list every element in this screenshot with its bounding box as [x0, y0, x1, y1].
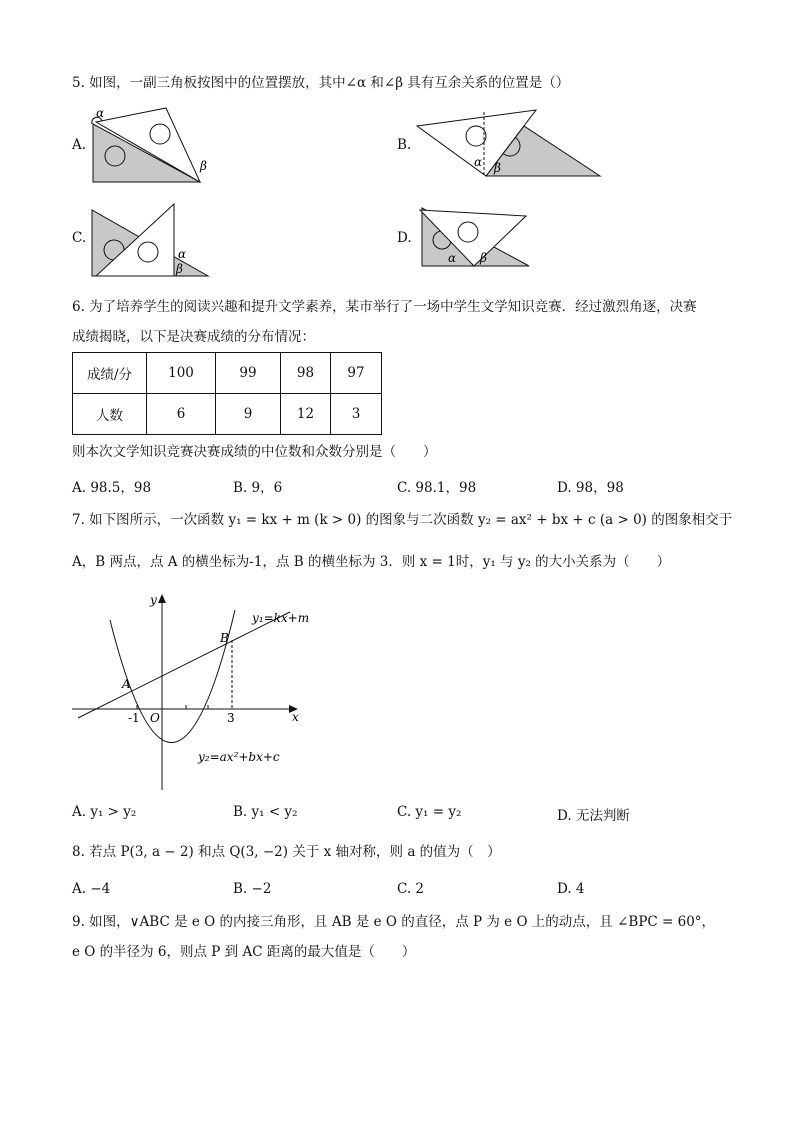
score-table: [72, 352, 382, 435]
table-cell: 12: [281, 394, 331, 435]
q6-question: 则本次文学知识竞赛决赛成绩的中位数和众数分别是（ ）: [72, 444, 437, 460]
q5-c-alpha: α: [178, 247, 187, 261]
q7-option-a: A. y₁ > y₂: [72, 804, 137, 820]
table-cell: 99: [216, 353, 281, 394]
table-cell: 成绩/分: [73, 353, 147, 394]
q8-option-b: B. −2: [233, 881, 272, 897]
q5-a-alpha: α: [96, 106, 105, 120]
q8-option-c: C. 2: [397, 881, 425, 897]
q7-point-a: A: [122, 677, 131, 691]
q7-x-axis-label: x: [292, 710, 299, 724]
q6-stem-line1: 6. 为了培养学生的阅读兴趣和提升文学素养，某市举行了一场中学生文学知识竞赛．经过激烈角逐，决赛: [72, 299, 697, 315]
q6-option-d: D. 98，98: [557, 480, 624, 496]
table-row: [73, 353, 382, 394]
q5-a-beta: β: [200, 159, 207, 173]
table-cell: 97: [331, 353, 382, 394]
q7-option-b: B. y₁ < y₂: [233, 804, 298, 820]
q7-y-axis-label: y: [150, 593, 157, 607]
q9-stem-line1: 9. 如图，∨ABC 是 e O 的内接三角形，且 AB 是 e O 的直径，点 P 为 e O 上的动点，且 ∠BPC = 60°，: [72, 914, 716, 930]
q6-option-a: A. 98.5，98: [72, 480, 152, 496]
q5-option-b-label: B.: [397, 137, 412, 153]
q5-option-c-label: C.: [72, 230, 87, 246]
q5-c-beta: β: [176, 262, 183, 276]
table-cell: 人数: [73, 394, 147, 435]
table-cell: 3: [331, 394, 382, 435]
q7-option-d: D. 无法判断: [557, 808, 630, 824]
q5-d-alpha: α: [448, 251, 457, 265]
q5-figure-a: [88, 104, 218, 186]
q7-origin-label: O: [150, 711, 160, 725]
q8-stem: 8. 若点 P(3, a − 2) 和点 Q(3, −2) 关于 x 轴对称，则 a 的值为（ ）: [72, 844, 501, 860]
q5-b-alpha: α: [474, 155, 483, 169]
q7-parabola-label: y₂=ax²+bx+c: [198, 750, 280, 764]
q5-option-a-label: A.: [72, 137, 87, 153]
q7-stem-line1: 7. 如下图所示，一次函数 y₁ = kx + m (k > 0) 的图象与二次函数 y₂ = ax² + bx + c (a > 0) 的图象相交于: [72, 512, 733, 528]
q5-option-d-label: D.: [397, 230, 412, 246]
table-cell: 98: [281, 353, 331, 394]
q7-stem-line2: A，B 两点，点 A 的横坐标为-1，点 B 的横坐标为 3．则 x = 1时，y₁ 与 y₂ 的大小关系为（ ）: [72, 554, 671, 570]
q5-figure-d: [414, 200, 534, 270]
q5-b-beta: β: [494, 161, 501, 175]
q5-d-beta: β: [480, 251, 487, 265]
q6-stem-line2: 成绩揭晓，以下是决赛成绩的分布情况：: [72, 329, 315, 345]
table-cell: 9: [216, 394, 281, 435]
q5-figure-b: [414, 104, 604, 180]
table-cell: 6: [147, 394, 216, 435]
q7-tick-3: 3: [227, 711, 235, 725]
q9-stem-line2: e O 的半径为 6，则点 P 到 AC 距离的最大值是（ ）: [72, 944, 416, 960]
q8-option-d: D. 4: [557, 881, 585, 897]
q7-line-label: y₁=kx+m: [252, 611, 310, 625]
table-row: [73, 394, 382, 435]
table-cell: 100: [147, 353, 216, 394]
q7-tick-neg1: -1: [128, 711, 140, 725]
q8-option-a: A. −4: [72, 881, 111, 897]
q5-stem: 5. 如图，一副三角板按图中的位置摆放，其中∠α 和∠β 具有互余关系的位置是（）: [72, 75, 570, 91]
q7-point-b: B: [220, 631, 229, 645]
q6-option-b: B. 9，6: [233, 480, 283, 496]
q7-option-c: C. y₁ = y₂: [397, 804, 462, 820]
q6-option-c: C. 98.1，98: [397, 480, 477, 496]
q5-figure-c: [88, 196, 218, 280]
q7-graph: [70, 590, 350, 795]
